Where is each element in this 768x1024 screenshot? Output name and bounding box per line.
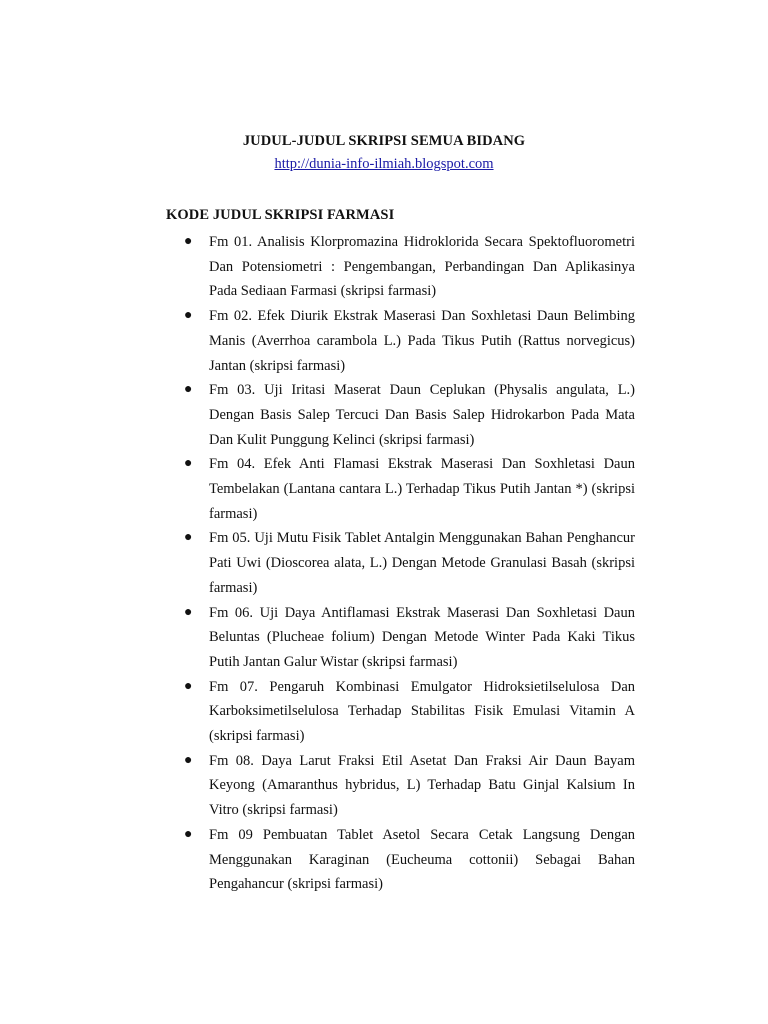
source-link[interactable]: http://dunia-info-ilmiah.blogspot.com	[274, 156, 494, 172]
list-item	[166, 675, 635, 749]
list-item	[166, 601, 635, 675]
list-item-text: Fm 01. Analisis Klorpromazina Hidroklorida Secara Spektofluorometri Dan Potensiometri : Pengembangan, Perbandingan Dan Aplikasinya Pada Sediaan Farmasi (skripsi farmasi)	[209, 234, 635, 300]
source-link-line	[0, 156, 768, 173]
list-item	[166, 823, 635, 897]
bullet-icon: ●	[184, 382, 193, 398]
section-heading: KODE JUDUL SKRIPSI FARMASI	[166, 207, 395, 223]
bullet-icon: ●	[184, 752, 193, 768]
list-item-text: Fm 09 Pembuatan Tablet Asetol Secara Cetak Langsung Dengan Menggunakan Karaginan (Eucheuma cottonii) Sebagai Bahan Pengahancur (skripsi farmasi)	[209, 826, 635, 893]
list-item-text: Fm 08. Daya Larut Fraksi Etil Asetat Dan Fraksi Air Daun Bayam Keyong (Amaranthus hybridus, L) Terhadap Batu Ginjal Kalsium In Vitro (skripsi farmasi)	[209, 752, 635, 819]
thesis-title-list	[166, 230, 635, 897]
list-item-text: Fm 06. Uji Daya Antiflamasi Ekstrak Maserasi Dan Soxhletasi Daun Beluntas (Plucheae folium) Dengan Metode Winter Pada Kaki Tikus Putih Jantan Galur Wistar (skripsi farmasi)	[209, 604, 635, 670]
list-item-text: Fm 02. Efek Diurik Ekstrak Maserasi Dan Soxhletasi Daun Belimbing Manis (Averrhoa carambola L.) Pada Tikus Putih (Rattus norvegicus) Jantan (skripsi farmasi)	[209, 308, 635, 374]
bullet-icon: ●	[184, 234, 193, 249]
bullet-icon: ●	[184, 604, 193, 620]
bullet-icon: ●	[184, 308, 193, 324]
list-item-text: Fm 07. Pengaruh Kombinasi Emulgator Hidroksietilselulosa Dan Karboksimetilselulosa Terhadap Stabilitas Fisik Emulasi Vitamin A (skripsi farmasi)	[209, 678, 635, 745]
list-item-text: Fm 03. Uji Iritasi Maserat Daun Ceplukan (Physalis angulata, L.) Dengan Basis Salep Tercuci Dan Basis Salep Hidrokarbon Pada Mata Dan Kulit Punggung Kelinci (skripsi farmasi)	[209, 382, 635, 448]
bullet-icon: ●	[184, 456, 193, 472]
list-item	[166, 230, 635, 304]
list-item	[166, 378, 635, 452]
list-item	[166, 452, 635, 526]
list-item	[166, 304, 635, 378]
bullet-icon: ●	[184, 530, 193, 546]
list-item	[166, 749, 635, 823]
document-title: JUDUL-JUDUL SKRIPSI SEMUA BIDANG	[242, 133, 526, 149]
bullet-icon: ●	[184, 678, 193, 694]
list-item-text: Fm 05. Uji Mutu Fisik Tablet Antalgin Menggunakan Bahan Penghancur Pati Uwi (Dioscorea alata, L.) Dengan Metode Granulasi Basah (skripsi farmasi)	[209, 530, 635, 596]
list-item-text: Fm 04. Efek Anti Flamasi Ekstrak Maserasi Dan Soxhletasi Daun Tembelakan (Lantana cantara L.) Terhadap Tikus Putih Jantan *) (skripsi farmasi)	[209, 456, 635, 522]
list-item	[166, 526, 635, 600]
bullet-icon: ●	[184, 826, 193, 842]
